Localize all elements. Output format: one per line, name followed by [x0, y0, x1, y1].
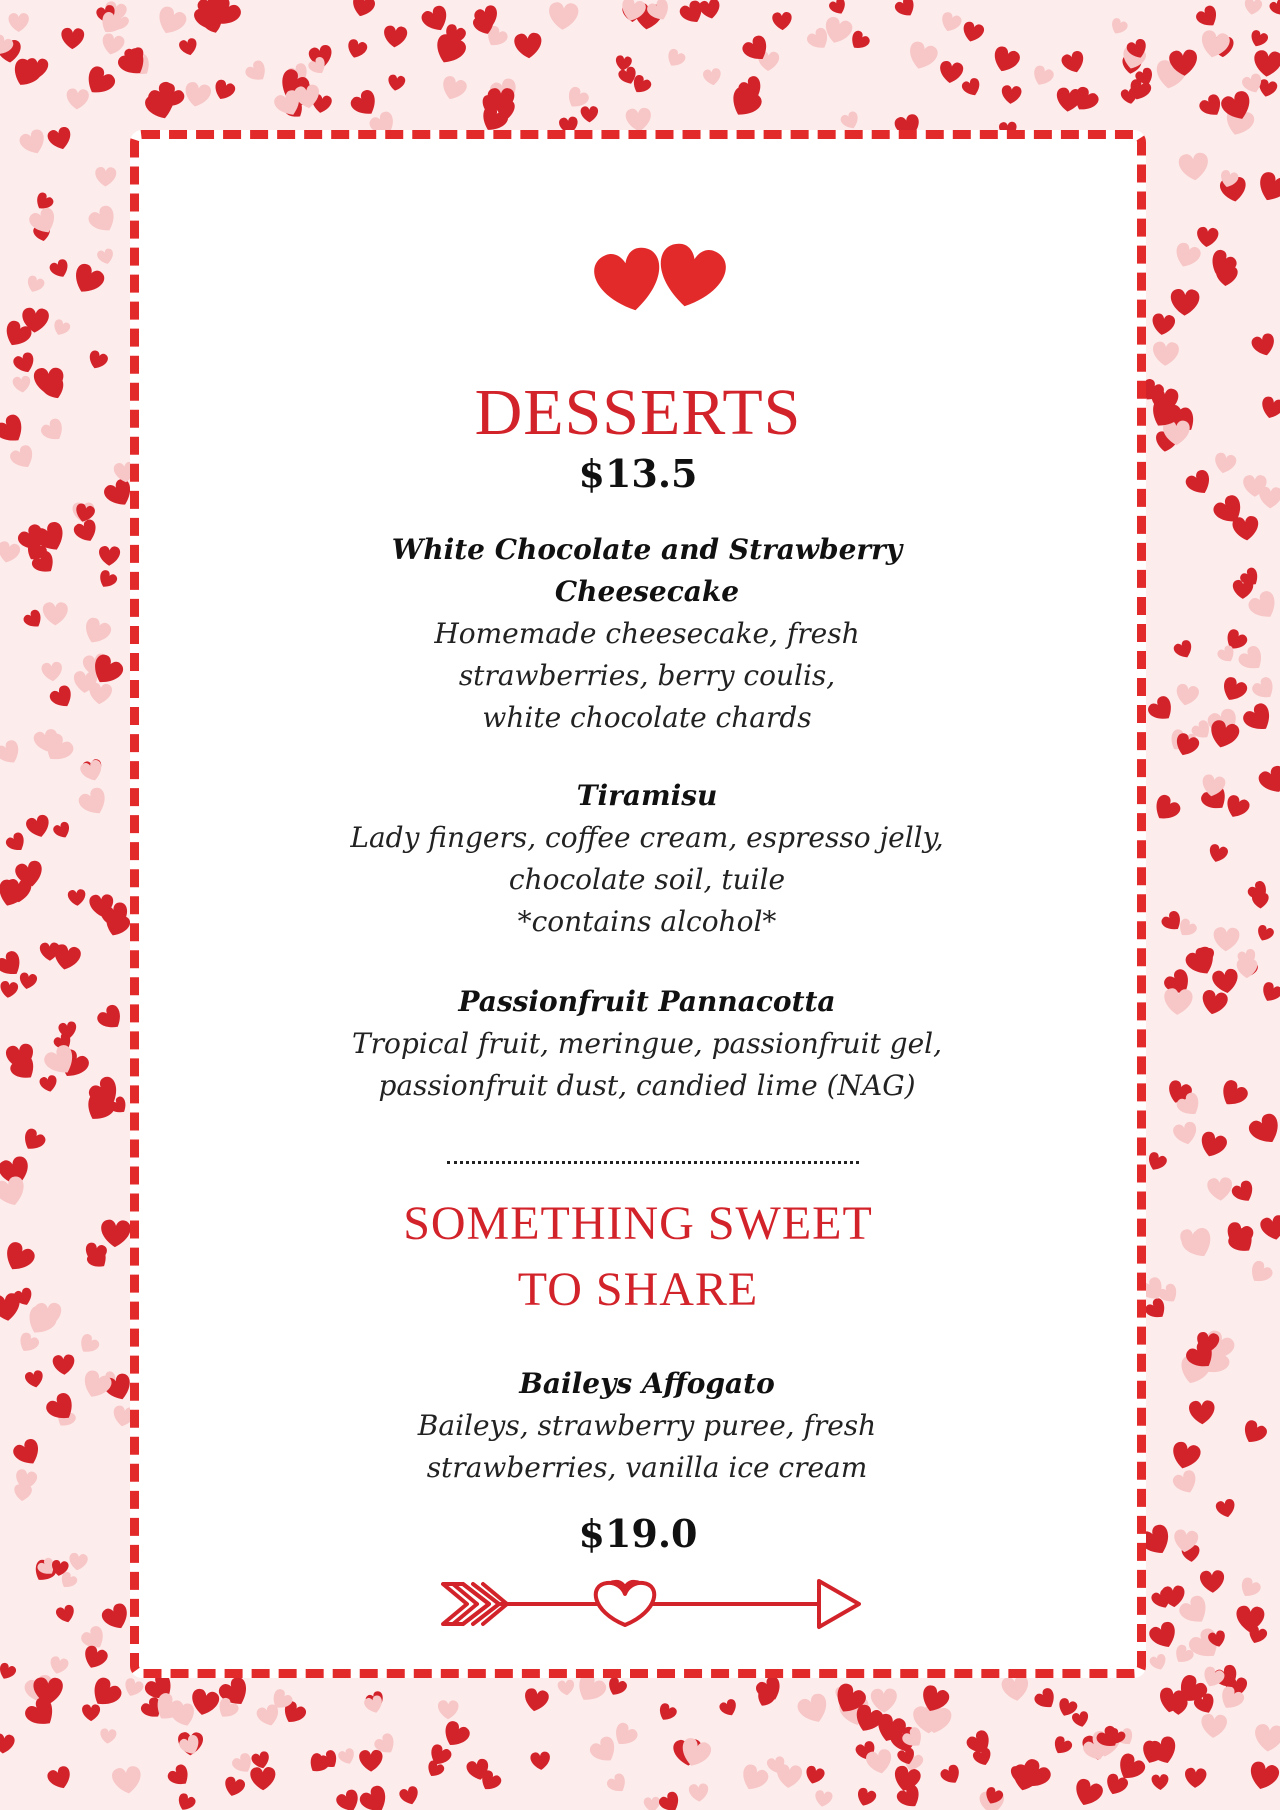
- background-heart: [1196, 226, 1219, 248]
- background-heart: [349, 0, 376, 19]
- item-name-line2: Cheesecake: [554, 575, 740, 608]
- background-heart: [698, 0, 722, 21]
- background-heart: [1146, 1734, 1181, 1767]
- background-heart: [99, 546, 121, 566]
- background-heart: [4, 831, 29, 855]
- background-heart: [39, 1074, 59, 1093]
- background-heart: [657, 1790, 684, 1810]
- menu-item-cheesecake: [179, 529, 1115, 739]
- background-heart: [1060, 49, 1087, 75]
- item-note: *contains alcohol*: [517, 905, 777, 938]
- background-heart: [18, 127, 49, 157]
- background-heart: [960, 77, 983, 99]
- background-heart: [895, 1782, 925, 1810]
- background-heart: [1246, 588, 1280, 623]
- background-heart: [960, 20, 985, 44]
- item-description-line: Homemade cheesecake, fresh: [434, 617, 860, 650]
- background-heart: [1250, 332, 1278, 359]
- background-heart: [0, 412, 29, 449]
- desserts-price: $13.5: [578, 451, 698, 496]
- background-heart: [828, 0, 849, 17]
- background-heart: [1256, 764, 1280, 798]
- background-heart: [1258, 980, 1280, 1005]
- background-heart: [211, 78, 237, 103]
- background-heart: [1178, 152, 1210, 182]
- background-heart: [359, 1750, 383, 1772]
- share-title-line1: SOMETHING SWEET: [403, 1197, 873, 1250]
- background-heart: [1071, 1710, 1090, 1728]
- background-heart: [100, 1601, 133, 1633]
- background-heart: [111, 1765, 143, 1795]
- background-heart: [1183, 468, 1215, 499]
- item-description-line: Lady fingers, coffee cream, espresso jelly,: [350, 821, 944, 854]
- background-heart: [334, 1788, 363, 1810]
- background-heart: [0, 540, 21, 565]
- background-heart: [0, 1733, 15, 1754]
- background-heart: [1184, 1768, 1206, 1789]
- background-heart: [0, 1239, 37, 1276]
- background-heart: [1213, 927, 1240, 952]
- background-heart: [1172, 1121, 1200, 1147]
- background-heart: [1197, 1130, 1229, 1161]
- background-heart: [357, 1783, 392, 1810]
- item-description-line: white chocolate chards: [482, 701, 812, 734]
- share-title-line2: TO SHARE: [517, 1263, 759, 1316]
- background-heart: [1248, 29, 1269, 50]
- background-heart: [250, 1767, 275, 1791]
- background-heart: [175, 1792, 197, 1810]
- background-heart: [55, 1604, 77, 1625]
- background-heart: [52, 1354, 75, 1375]
- background-heart: [67, 889, 86, 907]
- background-heart: [1198, 29, 1231, 61]
- background-heart: [1200, 1713, 1227, 1738]
- background-heart: [1149, 792, 1183, 825]
- background-heart: [51, 318, 72, 338]
- menu-item-pannacotta: [179, 981, 1115, 1107]
- background-heart: [1233, 580, 1254, 599]
- background-heart: [688, 1783, 709, 1802]
- background-heart: [1259, 1214, 1280, 1242]
- background-heart: [95, 167, 117, 187]
- background-heart: [99, 1728, 117, 1744]
- background-heart: [1253, 1723, 1280, 1753]
- background-heart: [1246, 1111, 1280, 1149]
- background-heart: [893, 0, 919, 20]
- background-heart: [1235, 1605, 1265, 1633]
- background-heart: [1236, 643, 1268, 675]
- background-heart: [166, 1762, 194, 1790]
- background-heart: [803, 1765, 826, 1787]
- background-heart: [1030, 64, 1056, 89]
- background-heart: [905, 40, 940, 73]
- background-heart: [95, 1002, 127, 1034]
- menu-item-tiramisu: [179, 775, 1115, 943]
- background-heart: [86, 349, 110, 372]
- background-heart: [1216, 1077, 1250, 1111]
- background-heart: [1222, 793, 1251, 821]
- background-heart: [46, 126, 74, 153]
- background-heart: [337, 1747, 357, 1767]
- background-heart: [1207, 1177, 1233, 1202]
- background-heart: [8, 443, 38, 472]
- background-heart: [19, 1126, 48, 1154]
- background-heart: [1152, 341, 1179, 366]
- background-heart: [39, 416, 68, 445]
- item-description-line: strawberries, vanilla ice cream: [426, 1451, 868, 1484]
- background-heart: [1211, 968, 1240, 995]
- background-heart: [655, 1702, 678, 1724]
- background-heart: [345, 38, 369, 61]
- background-heart: [587, 1734, 621, 1767]
- background-heart: [243, 58, 271, 85]
- background-heart: [1250, 675, 1279, 703]
- background-heart: [1148, 1653, 1168, 1672]
- background-heart: [522, 1687, 550, 1713]
- background-heart: [1001, 1675, 1031, 1703]
- background-heart: [387, 74, 406, 92]
- background-heart: [1174, 683, 1200, 708]
- background-heart: [938, 11, 963, 35]
- background-heart: [52, 820, 73, 840]
- background-heart: [96, 568, 119, 591]
- background-heart: [1145, 694, 1178, 726]
- background-heart: [66, 88, 90, 110]
- background-heart: [182, 81, 212, 109]
- background-heart: [1151, 1774, 1169, 1790]
- background-heart: [1170, 289, 1200, 316]
- background-heart: [1215, 1498, 1237, 1519]
- background-heart: [530, 1751, 551, 1771]
- background-heart: [772, 12, 792, 31]
- background-heart: [605, 1772, 630, 1797]
- background-heart: [871, 1688, 897, 1712]
- background-heart: [1230, 1179, 1258, 1206]
- background-heart: [1194, 4, 1222, 32]
- background-heart: [1259, 487, 1280, 509]
- background-heart: [1172, 241, 1203, 271]
- background-heart: [1246, 1760, 1280, 1793]
- background-heart: [1001, 85, 1023, 105]
- background-heart: [24, 274, 45, 295]
- background-heart: [1218, 675, 1249, 705]
- background-heart: [664, 47, 687, 70]
- background-heart: [100, 32, 126, 57]
- menu-item-affogato: [179, 1363, 1115, 1489]
- background-heart: [439, 74, 469, 103]
- background-heart: [795, 1691, 832, 1727]
- background-heart: [69, 261, 107, 299]
- background-heart: [854, 1786, 877, 1808]
- item-description-line: Baileys, strawberry puree, fresh: [417, 1409, 877, 1442]
- background-heart: [100, 1219, 131, 1248]
- background-heart: [80, 616, 113, 648]
- item-name: Tiramisu: [576, 779, 718, 812]
- background-heart: [1240, 701, 1277, 737]
- background-heart: [46, 1764, 75, 1792]
- background-heart: [25, 813, 53, 840]
- background-heart: [18, 972, 38, 991]
- menu-card: [130, 130, 1146, 1678]
- background-heart: [12, 375, 31, 393]
- desserts-title: DESSERTS: [474, 376, 802, 449]
- background-heart: [68, 1552, 89, 1571]
- background-heart: [96, 248, 115, 266]
- item-description-line: strawberries, berry coulis,: [458, 659, 836, 692]
- background-heart: [1032, 1686, 1059, 1713]
- background-heart: [1147, 1620, 1181, 1653]
- background-heart: [514, 32, 543, 59]
- background-heart: [41, 661, 63, 682]
- background-heart: [1258, 395, 1280, 421]
- background-heart: [0, 1174, 29, 1209]
- background-heart: [15, 1331, 41, 1356]
- background-heart: [383, 25, 408, 48]
- background-heart: [557, 1679, 575, 1696]
- background-heart: [222, 1775, 246, 1798]
- background-heart: [398, 1785, 421, 1807]
- background-heart: [625, 107, 652, 132]
- background-heart: [1050, 1734, 1074, 1757]
- item-description-line: Tropical fruit, meringue, passionfruit gel,: [351, 1027, 943, 1060]
- background-heart: [581, 106, 599, 122]
- background-heart: [1246, 1259, 1275, 1288]
- background-heart: [72, 518, 101, 546]
- background-heart: [1200, 1570, 1225, 1594]
- background-heart: [814, 1789, 834, 1808]
- background-heart: [11, 1437, 45, 1470]
- background-heart: [348, 87, 382, 120]
- background-heart: [178, 37, 199, 57]
- background-heart: [0, 1661, 17, 1682]
- background-heart: [737, 1762, 770, 1795]
- item-description-line: chocolate soil, tuile: [508, 863, 786, 896]
- background-heart: [939, 1763, 964, 1787]
- background-heart: [1243, 0, 1263, 16]
- background-heart: [76, 1332, 101, 1357]
- background-heart: [1171, 1468, 1201, 1497]
- background-heart: [88, 682, 113, 705]
- two-hearts-icon: [576, 225, 746, 320]
- background-heart: [1255, 924, 1276, 944]
- background-heart: [122, 1677, 145, 1699]
- background-heart: [938, 60, 964, 84]
- background-heart: [1055, 87, 1083, 113]
- background-heart: [839, 110, 861, 132]
- background-heart: [1071, 1777, 1105, 1810]
- background-heart: [48, 258, 72, 281]
- background-heart: [1200, 989, 1229, 1017]
- background-heart: [610, 1720, 640, 1750]
- heart-arrow-icon: [441, 1569, 861, 1639]
- background-heart: [48, 683, 77, 711]
- background-heart: [990, 45, 1022, 76]
- background-heart: [548, 2, 579, 31]
- background-heart: [86, 203, 121, 237]
- share-title: [139, 1191, 1137, 1323]
- background-heart: [1189, 1400, 1215, 1424]
- background-heart: [24, 1369, 45, 1389]
- background-heart: [79, 758, 105, 783]
- background-heart: [43, 602, 68, 625]
- dotted-divider: [447, 1161, 859, 1164]
- background-heart: [1108, 17, 1129, 37]
- background-heart: [702, 68, 722, 87]
- background-heart: [718, 1698, 740, 1719]
- background-heart: [1207, 843, 1230, 865]
- background-heart: [1237, 1576, 1263, 1601]
- item-description-line: passionfruit dust, candied lime (NAG): [378, 1069, 916, 1102]
- item-name: Passionfruit Pannacotta: [458, 985, 836, 1018]
- background-heart: [1239, 1418, 1269, 1448]
- background-heart: [1172, 639, 1195, 662]
- background-heart: [12, 351, 38, 376]
- item-name: Baileys Affogato: [519, 1367, 775, 1400]
- background-heart: [76, 785, 111, 819]
- share-price: $19.0: [578, 1511, 698, 1556]
- background-heart: [1254, 170, 1280, 206]
- background-heart: [438, 1700, 459, 1719]
- background-heart: [1268, 0, 1280, 18]
- background-heart: [22, 608, 46, 632]
- background-heart: [61, 28, 85, 50]
- background-heart: [605, 1676, 629, 1699]
- background-heart: [48, 1655, 70, 1676]
- background-heart: [439, 1719, 472, 1751]
- background-heart: [153, 4, 188, 38]
- item-name: White Chocolate and Strawberry: [391, 533, 903, 566]
- background-heart: [1212, 452, 1237, 476]
- background-heart: [0, 738, 24, 768]
- background-heart: [8, 13, 28, 32]
- background-heart: [1150, 313, 1176, 337]
- background-heart: [1145, 1151, 1169, 1174]
- background-heart: [643, 1797, 660, 1810]
- background-heart: [0, 980, 19, 999]
- background-heart: [82, 1704, 100, 1721]
- background-heart: [1169, 1440, 1202, 1472]
- background-heart: [80, 1644, 109, 1672]
